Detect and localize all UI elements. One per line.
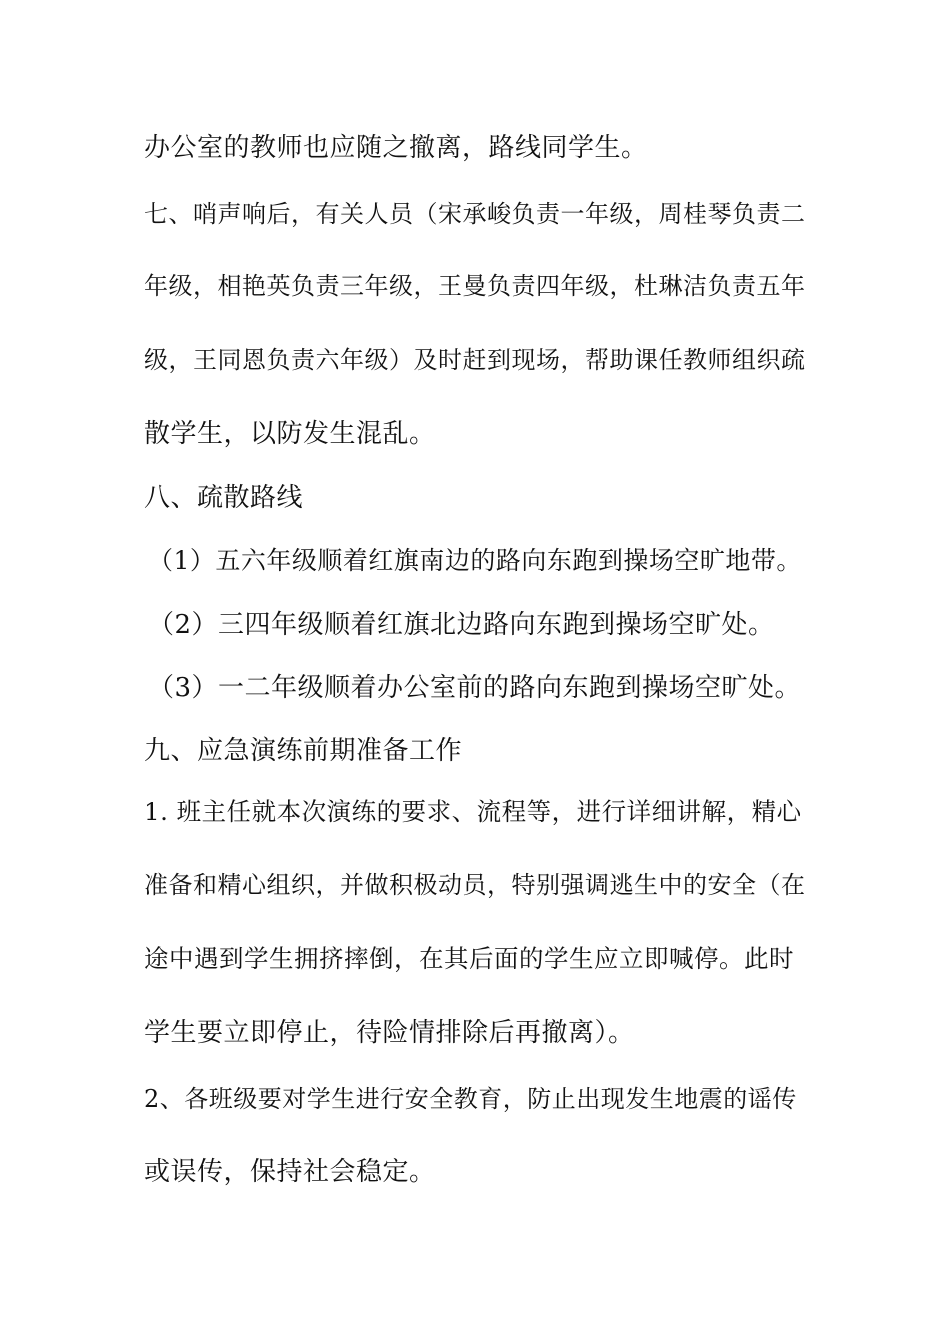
paragraph-line: 学生要立即停止，待险情排除后再撤离）。 — [144, 1018, 635, 1048]
section-seven-line: 七、哨声响后，有关人员（宋承峻负责一年级，周桂琴负责二 — [144, 200, 806, 228]
paragraph-line: 或误传，保持社会稳定。 — [144, 1157, 436, 1187]
paragraph-line: 途中遇到学生拥挤摔倒，在其后面的学生应立即喊停。此时 — [144, 944, 794, 973]
route-item-1: （1）五六年级顺着红旗南边的路向东跑到操场空旷地带。 — [148, 546, 802, 575]
paragraph-line: 年级，相艳英负责三年级，王曼负责四年级，杜琳洁负责五年 — [144, 272, 806, 300]
section-nine-heading: 九、应急演练前期准备工作 — [144, 736, 463, 766]
prep-item-1-line: 1. 班主任就本次演练的要求、流程等，进行详细讲解，精心 — [144, 797, 802, 826]
route-item-3: （3）一二年级顺着办公室前的路向东跑到操场空旷处。 — [148, 673, 802, 703]
prep-item-2-line: 2、各班级要对学生进行安全教育，防止出现发生地震的谣传 — [144, 1085, 797, 1113]
paragraph-line: 准备和精心组织，并做积极动员，特别强调逃生中的安全（在 — [144, 871, 806, 899]
paragraph-line: 办公室的教师也应随之撤离，路线同学生。 — [144, 133, 648, 163]
paragraph-line: 散学生，以防发生混乱。 — [144, 419, 436, 449]
section-eight-heading: 八、疏散路线 — [144, 483, 304, 513]
paragraph-line: 级，王同恩负责六年级）及时赶到现场，帮助课任教师组织疏 — [144, 346, 806, 374]
route-item-2: （2）三四年级顺着红旗北边路向东跑到操场空旷处。 — [148, 610, 775, 640]
